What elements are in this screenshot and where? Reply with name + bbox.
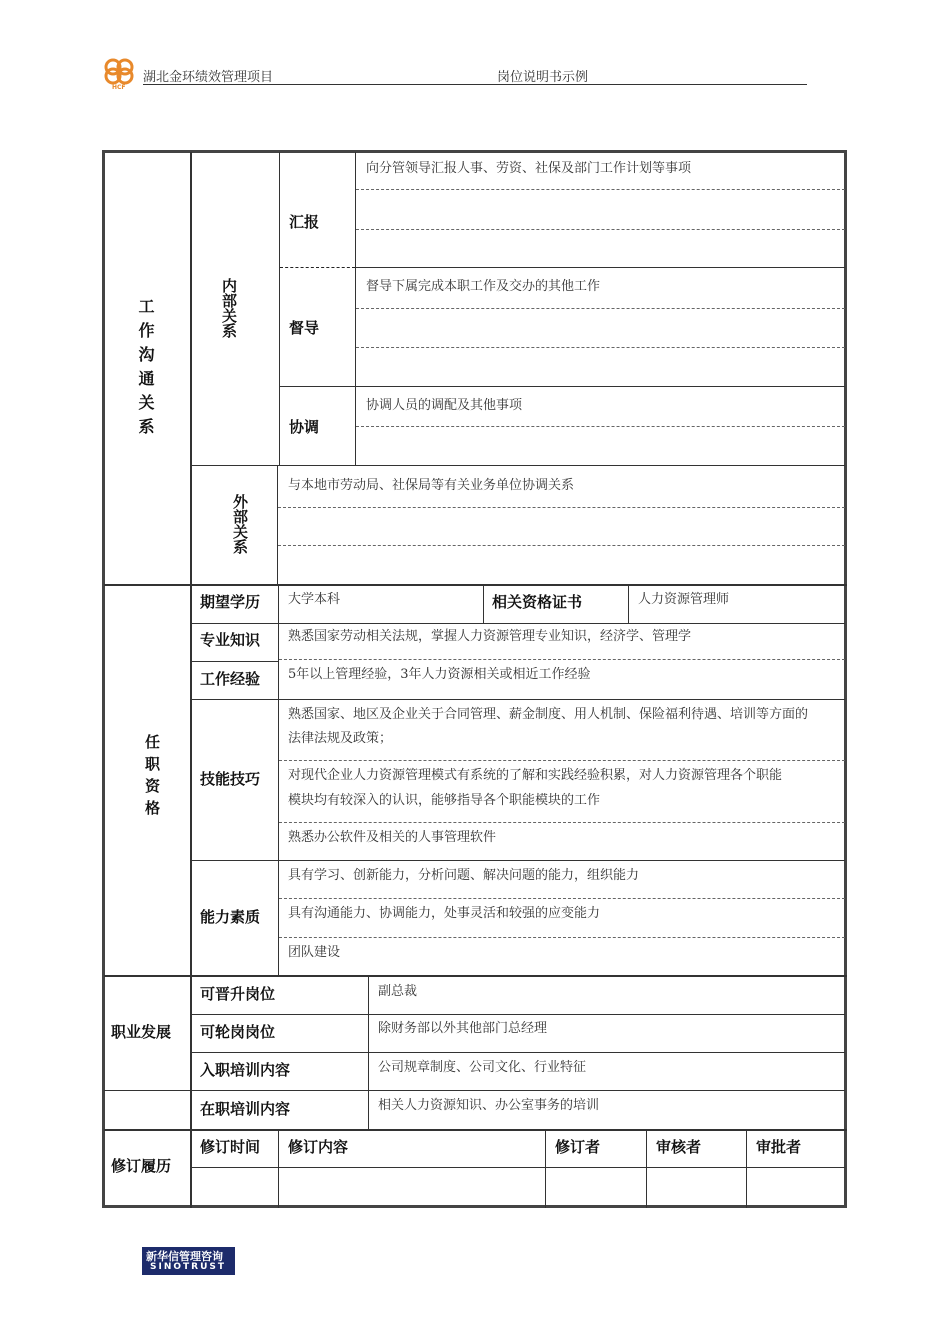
company-logo-icon xyxy=(100,56,138,90)
rotate-value: 除财务部以外其他部门总经理 xyxy=(378,1021,548,1036)
divider xyxy=(545,1131,546,1208)
logo-cn-text: 新华信管理咨询 xyxy=(146,1250,223,1263)
education-label: 期望学历 xyxy=(200,593,261,611)
skill-1-line2: 法律法规及政策； xyxy=(288,731,393,746)
divider xyxy=(278,507,845,508)
header-rule xyxy=(143,84,807,85)
divider xyxy=(191,1052,845,1053)
divider xyxy=(356,347,845,348)
section-label-revision: 修订履历 xyxy=(111,1157,172,1175)
logo-en-text: SINOTRUST xyxy=(150,1262,227,1272)
divider xyxy=(279,937,845,938)
induction-value: 公司规章制度、公司文化、行业特征 xyxy=(378,1060,587,1075)
report-label: 汇报 xyxy=(289,213,320,231)
col-auditor: 审核者 xyxy=(656,1138,702,1156)
knowledge-label: 专业知识 xyxy=(200,631,261,649)
report-text: 向分管领导汇报人事、劳资、社保及部门工作计划等事项 xyxy=(366,161,692,176)
sinotrust-logo xyxy=(142,1247,235,1275)
ability-3: 团队建设 xyxy=(288,945,341,960)
divider xyxy=(191,699,845,700)
divider xyxy=(277,465,278,585)
divider xyxy=(191,661,279,662)
induction-label: 入职培训内容 xyxy=(200,1061,291,1079)
section-label-qualification: 任职资格 xyxy=(143,734,161,822)
divider xyxy=(279,760,845,761)
divider xyxy=(104,975,847,977)
divider xyxy=(628,586,629,623)
promote-label: 可晋升岗位 xyxy=(200,985,276,1003)
project-title: 湖北金环绩效管理项目 xyxy=(143,70,274,85)
ability-2: 具有沟通能力、协调能力，处事灵活和较强的应变能力 xyxy=(288,906,601,921)
divider xyxy=(279,152,280,465)
skill-1-line1: 熟悉国家、地区及企业关于合同管理、薪金制度、用人机制、保险福利待遇、培训等方面的 xyxy=(288,707,809,722)
onjob-training-value: 相关人力资源知识、办公室事务的培训 xyxy=(378,1098,600,1113)
rotate-label: 可轮岗岗位 xyxy=(200,1023,276,1041)
divider xyxy=(191,465,845,466)
supervise-label: 督导 xyxy=(289,319,320,337)
divider xyxy=(280,267,355,268)
external-text: 与本地市劳动局、社保局等有关业务单位协调关系 xyxy=(288,478,575,493)
col-approver: 审批者 xyxy=(756,1138,802,1156)
document-title: 岗位说明书示例 xyxy=(497,70,589,85)
certificate-value: 人力资源管理师 xyxy=(638,592,730,607)
knowledge-value: 熟悉国家劳动相关法规，掌握人力资源管理专业知识，经济学、管理学 xyxy=(288,629,692,644)
divider xyxy=(368,977,369,1129)
experience-label: 工作经验 xyxy=(200,670,261,688)
section-label-communication: 工作沟通关系 xyxy=(136,298,155,442)
divider xyxy=(356,229,845,230)
ability-label: 能力素质 xyxy=(200,908,261,926)
supervise-text: 督导下属完成本职工作及交办的其他工作 xyxy=(366,279,601,294)
divider xyxy=(278,586,279,976)
divider xyxy=(280,386,845,387)
divider xyxy=(646,1131,647,1208)
divider xyxy=(278,545,845,546)
promote-value: 副总裁 xyxy=(378,984,418,999)
external-relations-label: 外部关系 xyxy=(231,494,249,554)
divider xyxy=(278,1131,279,1208)
coordinate-text: 协调人员的调配及其他事项 xyxy=(366,398,523,413)
divider xyxy=(279,822,845,823)
divider xyxy=(104,1129,847,1131)
ability-1: 具有学习、创新能力，分析问题、解决问题的能力，组织能力 xyxy=(288,868,640,883)
divider xyxy=(190,152,192,1208)
divider xyxy=(279,898,845,899)
divider xyxy=(104,584,847,586)
education-value: 大学本科 xyxy=(288,592,341,607)
skill-3: 熟悉办公软件及相关的人事管理软件 xyxy=(288,830,497,845)
onjob-training-label: 在职培训内容 xyxy=(200,1100,291,1118)
col-revision-time: 修订时间 xyxy=(200,1138,261,1156)
coordinate-label: 协调 xyxy=(289,418,320,436)
divider xyxy=(356,189,845,190)
skill-2-line1: 对现代企业人力资源管理模式有系统的了解和实践经验积累，对人力资源管理各个职能 xyxy=(288,768,783,783)
divider xyxy=(191,1014,845,1015)
col-revision-content: 修订内容 xyxy=(288,1138,349,1156)
divider xyxy=(356,426,845,427)
logo-text: HCF xyxy=(112,84,126,90)
divider xyxy=(104,1090,845,1091)
divider xyxy=(356,308,845,309)
experience-value: 5年以上管理经验，3年人力资源相关或相近工作经验 xyxy=(288,667,591,682)
internal-relations-label: 内部关系 xyxy=(220,278,238,338)
section-label-career: 职业发展 xyxy=(111,1023,172,1041)
divider xyxy=(483,586,484,623)
skills-label: 技能技巧 xyxy=(200,770,261,788)
divider xyxy=(191,860,845,861)
divider xyxy=(191,1167,845,1168)
divider xyxy=(279,659,845,660)
divider xyxy=(355,267,845,268)
skill-2-line2: 模块均有较深入的认识，能够指导各个职能模块的工作 xyxy=(288,793,601,808)
col-reviser: 修订者 xyxy=(555,1138,601,1156)
certificate-label: 相关资格证书 xyxy=(492,593,583,611)
divider xyxy=(746,1131,747,1208)
